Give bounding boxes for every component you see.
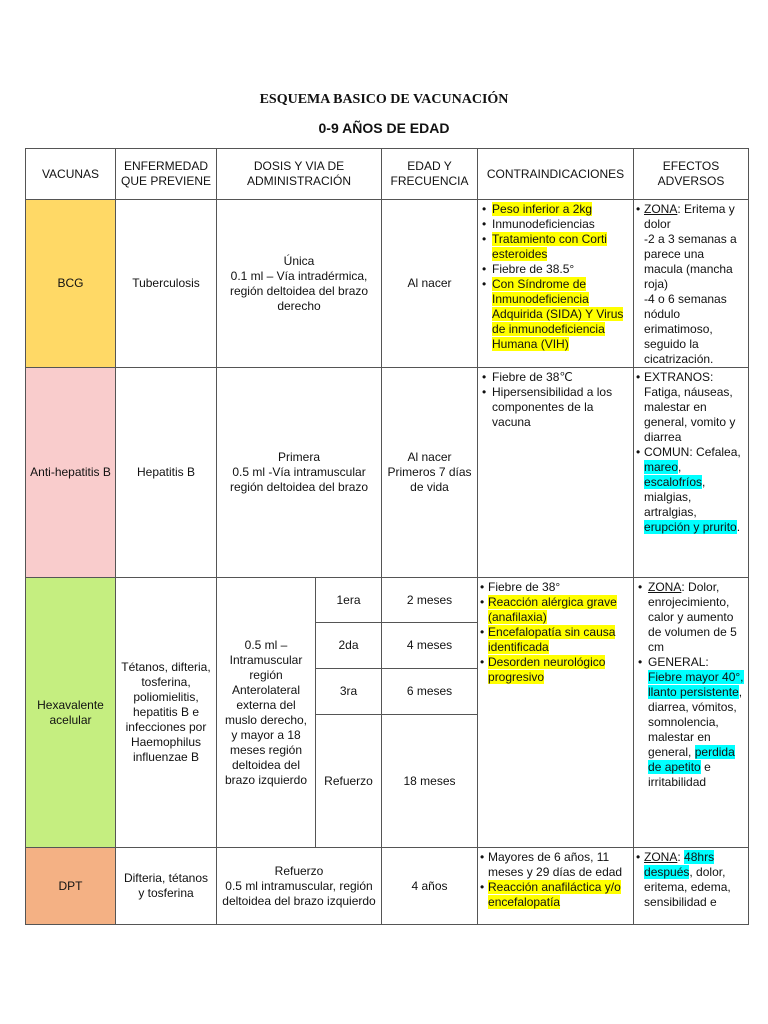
list-item: • Inmunodeficiencias — [478, 217, 631, 232]
list-item: • ZONA: 48hrs después, dolor, eritema, edema, sensibilidad e — [634, 850, 746, 910]
list-item: • Fiebre de 38.5° — [478, 262, 631, 277]
table-row-hexavalente — [26, 578, 749, 623]
dosis-bcg-tipo: Única — [283, 253, 315, 268]
efectos-hexavalente — [634, 578, 749, 848]
edad-hepatitis: Al nacer Primeros 7 días de vida — [382, 368, 478, 578]
list-item: • Con Síndrome de Inmunodeficiencia Adquirida (SIDA) Y Virus de inmunodeficiencia Humana (VIH) — [478, 277, 631, 352]
header-dosis: DOSIS Y VIA DE ADMINISTRACIÓN — [217, 149, 382, 200]
dosis-hexavalente: 0.5 ml – Intramuscular región Anterolateral externa del muslo derecho, y mayor a 18 meses región deltoidea del brazo izquierdo — [217, 578, 316, 848]
edad-hexavalente-4: 18 meses — [382, 715, 478, 848]
vacuna-bcg: BCG — [26, 200, 116, 368]
list-item: • ZONA: Dolor, enrojecimiento, calor y aumento de volumen de 5 cm — [634, 580, 746, 655]
dosis-dpt-tipo: Refuerzo — [274, 863, 324, 878]
list-item: • Peso inferior a 2kg — [478, 202, 631, 217]
edad-bcg: Al nacer — [382, 200, 478, 368]
dosis-hepatitis — [217, 368, 382, 578]
list-item: • Reacción anafiláctica y/o encefalopatía — [478, 880, 631, 910]
list-item: • ZONA: Eritema y dolor -2 a 3 semanas a parece una macula (mancha roja) -4 o 6 semanas nódulo erimatimoso, seguido la cicatrización. — [634, 202, 746, 367]
list-item: • Hipersensibilidad a los componentes de la vacuna — [478, 385, 631, 430]
document-title: ESQUEMA BASICO DE VACUNACIÓN — [259, 92, 509, 107]
contra-dpt — [478, 848, 634, 925]
list-item: • Tratamiento con Corti esteroides — [478, 232, 631, 262]
edad-hexavalente-2: 4 meses — [382, 623, 478, 669]
dosis-dpt-via: 0.5 ml intramuscular, región deltoidea del brazo izquierdo — [222, 878, 376, 908]
efectos-hepatitis — [634, 368, 749, 578]
list-item: • GENERAL: Fiebre mayor 40°, llanto persistente, diarrea, vómitos, somnolencia, malestar en general, perdida de apetito e irritabilidad — [634, 655, 746, 790]
contra-bcg — [478, 200, 634, 368]
vacuna-dpt: DPT — [26, 848, 116, 925]
efectos-dpt — [634, 848, 749, 925]
list-item: • Mayores de 6 años, 11 meses y 29 días de edad — [478, 850, 631, 880]
efectos-bcg — [634, 200, 749, 368]
table-row-dpt — [26, 848, 749, 925]
dosis-hexavalente-4: Refuerzo — [316, 715, 382, 848]
vaccination-table — [25, 148, 749, 925]
dosis-hexavalente-1: 1era — [316, 578, 382, 623]
enfermedad-dpt: Difteria, tétanos y tosferina — [116, 848, 217, 925]
enfermedad-bcg: Tuberculosis — [116, 200, 217, 368]
list-item: • COMUN: Cefalea, mareo, escalofríos, mialgias, artralgias, erupción y prurito. — [634, 445, 746, 535]
list-item: • Encefalopatía sin causa identificada — [478, 625, 631, 655]
contra-hepatitis — [478, 368, 634, 578]
dosis-bcg — [217, 200, 382, 368]
list-item: • EXTRANOS: Fatiga, náuseas, malestar en general, vomito y diarrea — [634, 370, 746, 445]
edad-hexavalente-1: 2 meses — [382, 578, 478, 623]
contra-hexavalente — [478, 578, 634, 848]
list-item: • Desorden neurológico progresivo — [478, 655, 631, 685]
list-item: • Fiebre de 38℃ — [478, 370, 631, 385]
enfermedad-hepatitis: Hepatitis B — [116, 368, 217, 578]
header-enfermedad: ENFERMEDAD QUE PREVIENE — [116, 149, 217, 200]
table-header-row — [26, 149, 749, 200]
header-edad: EDAD Y FRECUENCIA — [382, 149, 478, 200]
dosis-hexavalente-3: 3ra — [316, 669, 382, 715]
header-vacunas: VACUNAS — [26, 149, 116, 200]
dosis-hepatitis-via: 0.5 ml -Vía intramuscular región deltoidea del brazo — [229, 465, 369, 494]
edad-hexavalente-3: 6 meses — [382, 669, 478, 715]
dosis-bcg-via: 0.1 ml – Vía intradérmica, región deltoidea del brazo derecho — [229, 268, 369, 313]
table-row-hepatitis — [26, 368, 749, 578]
dosis-hexavalente-2: 2da — [316, 623, 382, 669]
table-row-bcg — [26, 200, 749, 368]
enfermedad-hexavalente: Tétanos, difteria, tosferina, poliomielitis, hepatitis B e infecciones por Haemophilus influenzae B — [116, 578, 217, 848]
dosis-hepatitis-tipo: Primera — [278, 450, 321, 464]
vacuna-hexavalente: Hexavalente acelular — [26, 578, 116, 848]
edad-dpt: 4 años — [382, 848, 478, 925]
list-item: • Fiebre de 38° — [478, 580, 631, 595]
header-contraindicaciones: CONTRAINDICACIONES — [478, 149, 634, 200]
header-efectos: EFECTOS ADVERSOS — [634, 149, 749, 200]
document-subtitle: 0-9 AÑOS DE EDAD — [318, 120, 450, 136]
list-item: • Reacción alérgica grave (anafilaxia) — [478, 595, 631, 625]
vacuna-hepatitis: Anti-hepatitis B — [26, 368, 116, 578]
dosis-dpt — [217, 848, 382, 925]
